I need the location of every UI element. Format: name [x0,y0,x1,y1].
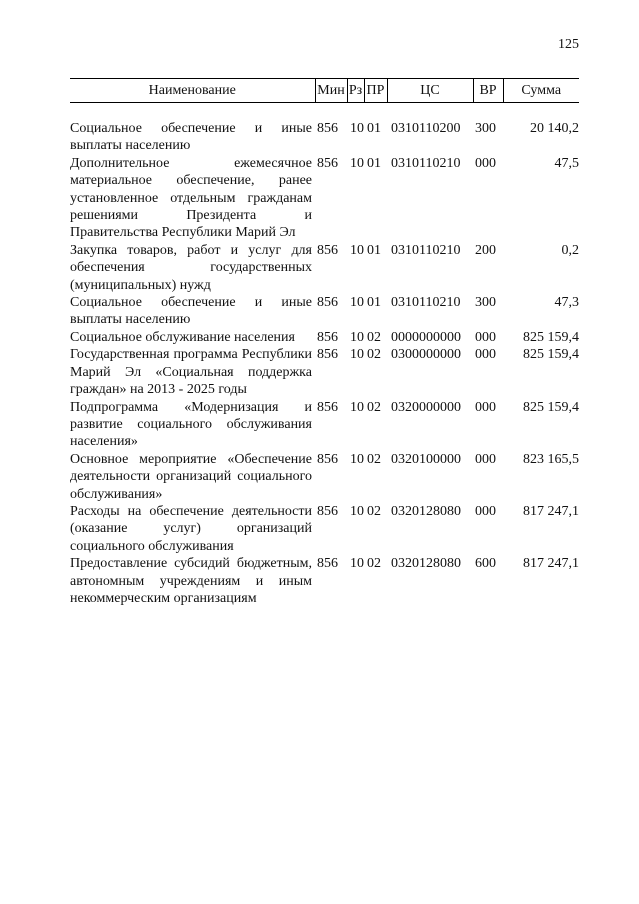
row-sum: 20 140,2 [530,121,579,136]
row-pr: 01 [367,295,381,311]
row-pr: 02 [367,451,381,467]
header-rz: Рз [347,79,364,103]
table-row [70,294,579,329]
row-pr: 02 [367,329,381,345]
row-min: 856 [317,347,338,363]
header-cs: ЦС [387,79,473,103]
table-row [70,242,579,294]
row-name: Дополнительное ежемесячное материальное обеспечение, ранее установленное отдельным гражданам решениями Президента и Правительства Республики Марий Эл [70,155,312,241]
row-rz: 10 [350,451,364,467]
row-min: 856 [317,556,338,572]
row-rz: 10 [350,503,364,519]
row-name: Предоставление субсидий бюджетным, автономным учреждениям и иным некоммерческим организациям [70,556,312,606]
header-pr: ПР [364,79,387,103]
header-min: Мин [315,79,347,103]
row-cs: 0310110210 [391,295,461,311]
row-pr: 02 [367,503,381,519]
row-sum: 825 159,4 [523,399,579,415]
row-vr: 000 [475,451,496,467]
row-vr: 300 [475,295,496,311]
row-cs: 0300000000 [391,347,461,363]
row-cs: 0310110210 [391,242,461,258]
row-name: Расходы на обеспечение деятельности (оказание услуг) организаций социального обслуживания [70,503,312,554]
row-rz: 10 [350,556,364,572]
header-vr: ВР [473,79,503,103]
row-sum: 825 159,4 [523,347,579,363]
header-sum: Сумма [503,79,579,103]
row-vr: 000 [475,399,496,415]
row-name: Основное мероприятие «Обеспечение деятельности организаций социального обслуживания» [70,451,312,502]
page-number: 125 [558,37,579,52]
row-vr: 000 [475,329,496,345]
row-rz: 10 [350,155,364,171]
row-sum: 817 247,1 [523,503,579,519]
row-rz: 10 [350,329,364,345]
row-sum: 817 247,1 [523,556,579,572]
row-vr: 200 [475,242,496,258]
row-sum: 825 159,4 [523,329,579,345]
row-vr: 000 [475,155,496,171]
table-header-row [70,79,579,103]
row-cs: 0320128080 [391,503,461,519]
row-name: Подпрограмма «Модернизация и развитие социального обслуживания населения» [70,399,312,450]
table-row [70,120,579,155]
table-row [70,329,579,346]
table-row [70,155,579,242]
row-vr: 000 [475,503,496,519]
row-pr: 01 [367,242,381,258]
row-sum: 823 165,5 [523,451,579,467]
row-min: 856 [317,503,338,519]
row-cs: 0320000000 [391,399,461,415]
row-cs: 0320100000 [391,451,461,467]
row-rz: 10 [350,399,364,415]
row-name: Социальное обеспечение и иные выплаты населению [70,295,312,328]
row-pr: 02 [367,556,381,572]
row-min: 856 [317,155,338,171]
row-rz: 10 [350,295,364,311]
table-row [70,503,579,555]
table-row [70,346,579,398]
row-min: 856 [317,242,338,258]
row-sum: 47,5 [554,155,579,171]
budget-table [70,78,579,607]
row-vr: 000 [475,347,496,363]
row-name: Социальное обеспечение и иные выплаты населению [70,121,312,154]
row-pr: 01 [367,155,381,171]
row-rz: 10 [350,121,364,136]
row-min: 856 [317,329,338,345]
row-vr: 300 [475,121,496,136]
row-sum: 47,3 [554,295,579,311]
row-rz: 10 [350,347,364,363]
row-pr: 02 [367,399,381,415]
table-row [70,451,579,503]
row-cs: 0320128080 [391,556,461,572]
table-row [70,399,579,451]
row-cs: 0310110210 [391,155,461,171]
row-min: 856 [317,451,338,467]
row-name: Государственная программа Республики Марий Эл «Социальная поддержка граждан» на 2013 - 2025 годы [70,347,312,398]
table-row [70,555,579,607]
row-sum: 0,2 [561,242,579,258]
row-rz: 10 [350,242,364,258]
row-cs: 0310110200 [391,121,461,136]
header-spacer [70,103,579,121]
row-min: 856 [317,295,338,311]
row-min: 856 [317,121,338,136]
row-vr: 600 [475,556,496,572]
row-name: Социальное обслуживание населения [70,329,295,345]
header-name: Наименование [70,79,315,103]
row-pr: 02 [367,347,381,363]
row-min: 856 [317,399,338,415]
row-cs: 0000000000 [391,329,461,345]
row-name: Закупка товаров, работ и услуг для обеспечения государственных (муниципальных) нужд [70,242,312,293]
row-pr: 01 [367,121,381,136]
